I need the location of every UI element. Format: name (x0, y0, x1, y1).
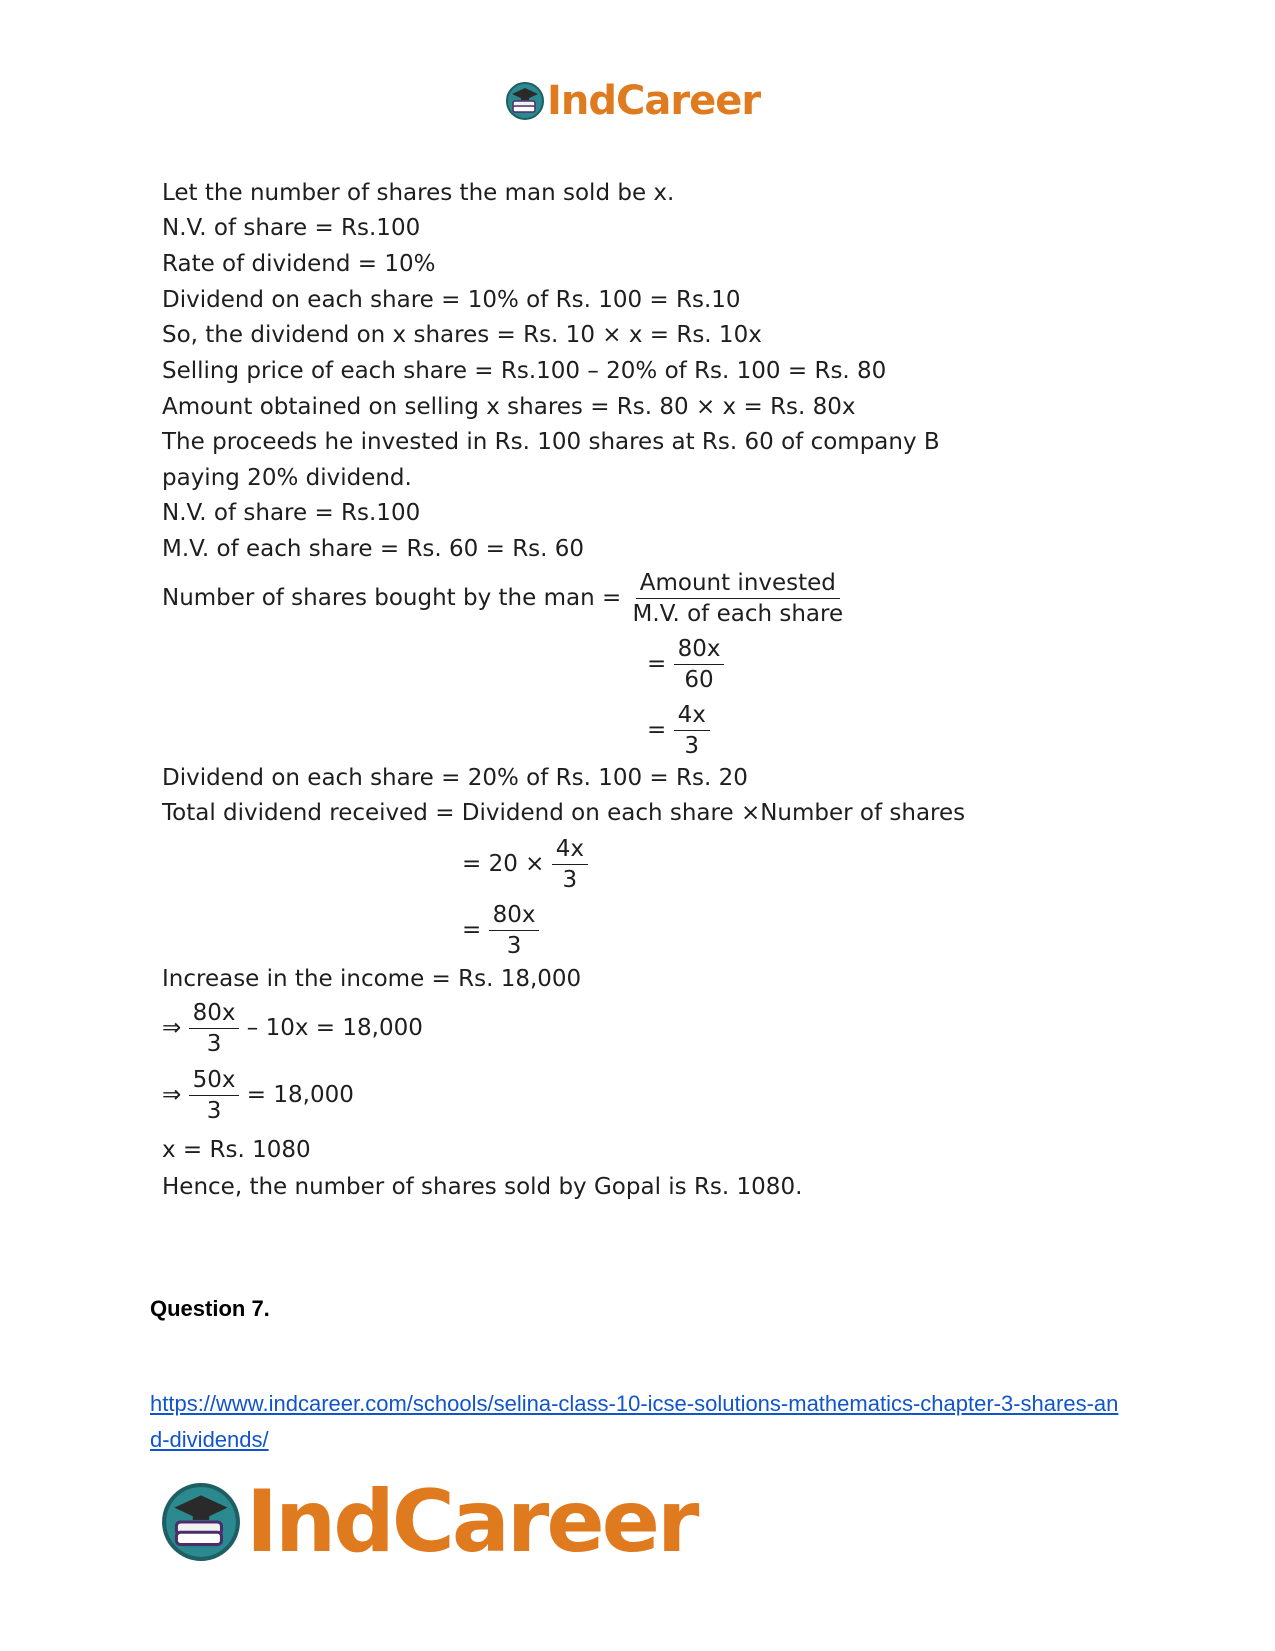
fraction (674, 636, 725, 693)
solution-line: N.V. of share = Rs.100 (162, 500, 421, 526)
implies-arrow: ⇒ (162, 1015, 182, 1041)
fraction-row (647, 636, 724, 693)
graduation-book-icon (505, 81, 545, 121)
denominator: 60 (684, 667, 714, 693)
equals-sign: = (647, 717, 667, 743)
fraction-row (162, 1067, 354, 1124)
fraction-row (162, 570, 847, 627)
fraction-row (647, 702, 710, 759)
fraction-row (162, 1000, 423, 1057)
equation-text: – 10x = 18,000 (246, 1015, 423, 1041)
solution-line: The proceeds he invested in Rs. 100 shares at Rs. 60 of company B (162, 429, 940, 455)
solution-line: Dividend on each share = 10% of Rs. 100 = Rs.10 (162, 287, 741, 313)
logo-text: IndCareer (246, 1472, 697, 1572)
solution-line: Hence, the number of shares sold by Gopal is Rs. 1080. (162, 1174, 803, 1200)
equation-text: Number of shares bought by the man = (162, 585, 622, 611)
solution-line: Selling price of each share = Rs.100 – 20% of Rs. 100 = Rs. 80 (162, 358, 887, 384)
equals-sign: = (647, 651, 667, 677)
equals-sign: = (462, 917, 482, 943)
solution-line: So, the dividend on x shares = Rs. 10 × x = Rs. 10x (162, 322, 762, 348)
fraction (189, 1000, 240, 1057)
denominator: M.V. of each share (632, 601, 844, 627)
header-logo (505, 78, 760, 124)
fraction (674, 702, 710, 759)
source-link[interactable]: https://www.indcareer.com/schools/selina-class-10-icse-solutions-mathematics-chapter-3-shares-and-dividends/ (150, 1391, 1119, 1452)
solution-line: paying 20% dividend. (162, 465, 412, 491)
solution-line: Dividend on each share = 20% of Rs. 100 = Rs. 20 (162, 765, 748, 791)
solution-line: Total dividend received = Dividend on each share ×Number of shares (162, 800, 966, 826)
question-heading: Question 7. (150, 1296, 270, 1321)
denominator: 3 (684, 733, 700, 759)
footer-logo (160, 1472, 696, 1572)
fraction-row (462, 836, 588, 893)
equation-text: = 18,000 (246, 1082, 354, 1108)
numerator: Amount invested (636, 570, 840, 599)
numerator: 4x (552, 836, 588, 865)
fraction (629, 570, 848, 627)
numerator: 80x (674, 636, 725, 665)
solution-line: Amount obtained on selling x shares = Rs. 80 × x = Rs. 80x (162, 394, 856, 420)
fraction (552, 836, 588, 893)
numerator: 50x (189, 1067, 240, 1096)
fraction-row (462, 902, 539, 959)
solution-line: Rate of dividend = 10% (162, 251, 436, 277)
graduation-book-icon (160, 1481, 242, 1563)
fraction (189, 1067, 240, 1124)
fraction (489, 902, 540, 959)
denominator: 3 (506, 933, 522, 959)
equation-text: = 20 × (462, 851, 545, 877)
numerator: 80x (189, 1000, 240, 1029)
solution-line: x = Rs. 1080 (162, 1137, 311, 1163)
solution-line: Increase in the income = Rs. 18,000 (162, 966, 582, 992)
implies-arrow: ⇒ (162, 1082, 182, 1108)
denominator: 3 (206, 1098, 222, 1124)
solution-line: Let the number of shares the man sold be x. (162, 180, 675, 206)
numerator: 80x (489, 902, 540, 931)
solution-line: M.V. of each share = Rs. 60 = Rs. 60 (162, 536, 585, 562)
numerator: 4x (674, 702, 710, 731)
denominator: 3 (206, 1031, 222, 1057)
logo-text: IndCareer (547, 78, 761, 124)
denominator: 3 (562, 867, 578, 893)
solution-line: N.V. of share = Rs.100 (162, 215, 421, 241)
